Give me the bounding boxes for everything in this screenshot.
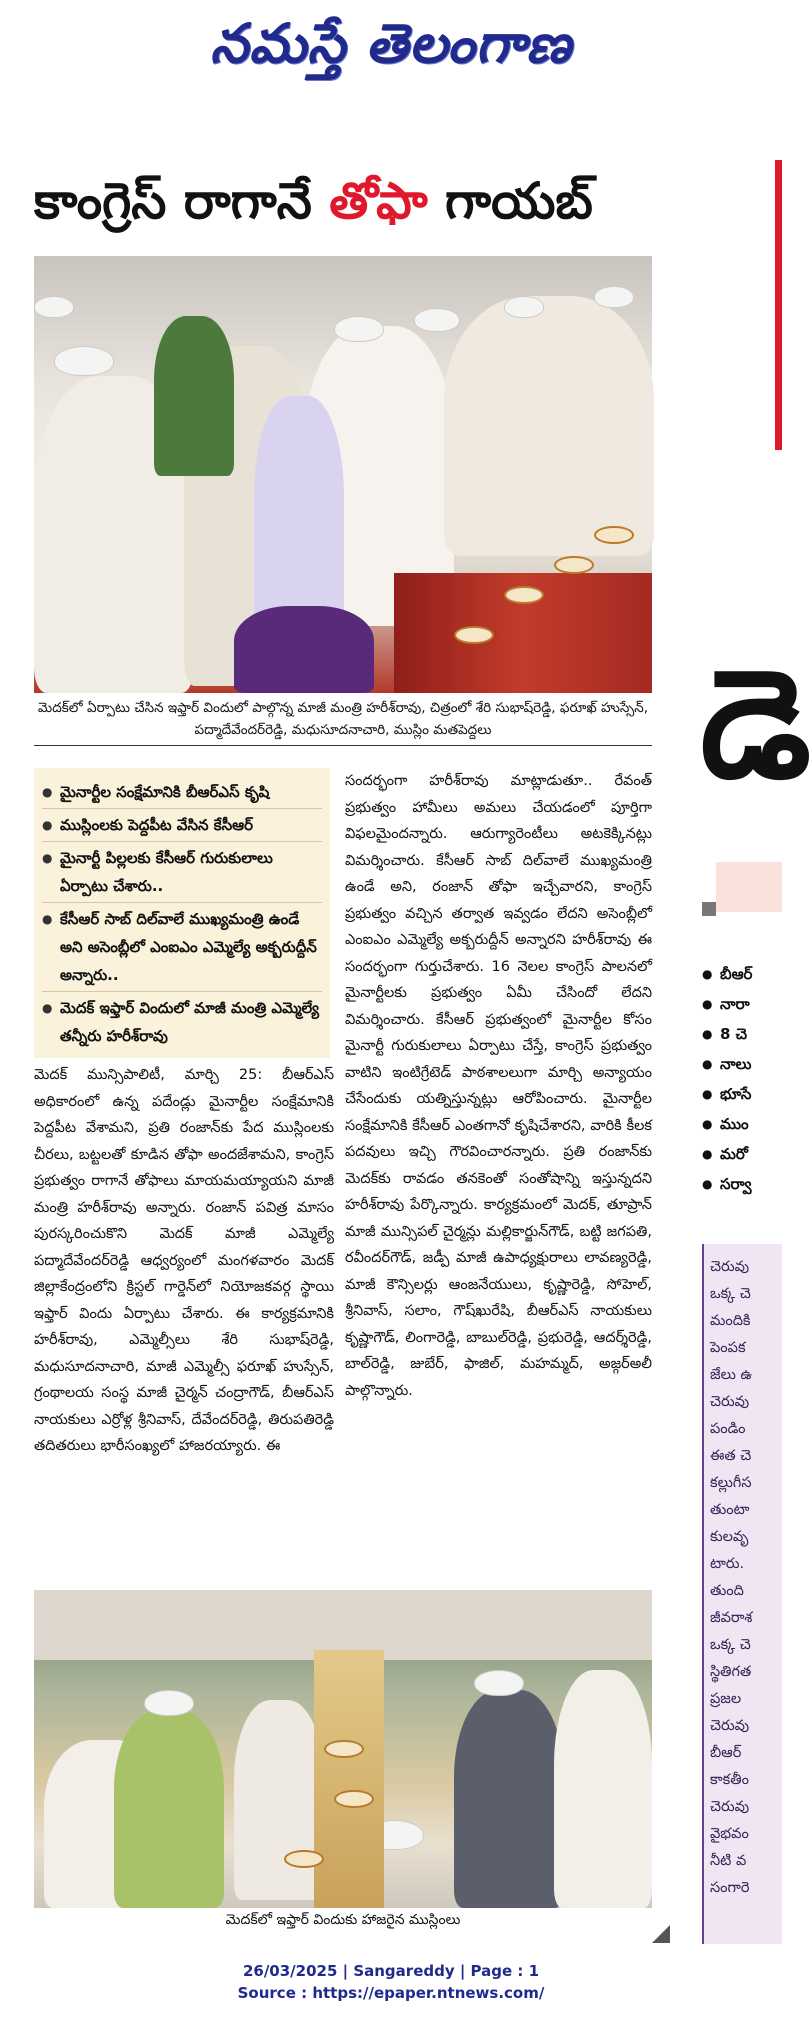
- neighbor-accent-bar: [775, 160, 782, 450]
- caption-divider: [34, 745, 652, 746]
- neighbor-line: ఒక్క చె: [710, 1637, 751, 1653]
- highlight-item: ● కేసీఆర్ సాబ్ దిల్‌వాలే ముఖ్యమంత్రి ఉండే అని అసెంబ్లీలో ఎంఐఎం ఎమ్మెల్యే అక్బరుద్దీన్ అన్నారు..: [42, 905, 322, 992]
- neighbor-subhead-box: [716, 862, 782, 912]
- neighbor-line: పెంపక: [710, 1340, 746, 1356]
- photo-caption: మెదక్‌లో ఏర్పాటు చేసిన ఇఫ్తార్ విందులో పాల్గొన్న మాజీ మంత్రి హరీశ్‌రావు, చిత్రంలో శేరి సుభాష్‌రెడ్డి, ఫరూఖ్ హుస్సేన్, పద్మాదేవేందర్‌రెడ్డి, మధుసూదనాచారి, ముస్లిం మతపెద్దలు: [37, 700, 649, 738]
- article-body-left: మెదక్ మున్సిపాలిటీ, మార్చి 25: బీఆర్‌ఎస్ అధికారంలో ఉన్న పదేండ్లు మైనార్టీల సంక్షేమానికి పెద్దపీట వేశామని, ప్రతి రంజాన్‌కు పేద ముస్లింలకు చీరలు, బట్టలతో కూడిన తోఫా అందజేశామని, కాంగ్రెస్ ప్రభుత్వం రాగానే తోఫాలు మాయమయ్యాయని మాజీ మంత్రి హరీశ్‌రావు అన్నారు. రంజాన్ పవిత్ర మాసం పురస్కరించుకొని మెదక్ మాజీ ఎమ్మెల్యే పద్మాదేవేందర్‌రెడ్డి ఆధ్వర్యంలో మంగళవారం మెదక్ జిల్లాకేంద్రంలోని క్రిస్టల్ గార్డెన్‌లో నియోజకవర్గ స్థాయి ఇఫ్తార్ విందు ఏర్పాటు చేశారు. ఈ కార్యక్రమానికి హరీశ్‌రావు, ఎమ్మెల్సీలు శేరి సుభాష్‌రెడ్డి, మధుసూదనాచారి, మాజీ ఎమ్మెల్సీ ఫరూఖ్ హుస్సేన్, గ్రంథాలయ సంస్థ మాజీ చైర్మన్ చంద్రాగౌడ్, బీఆర్‌ఎస్ నాయకులు ఎర్రోళ్ల శ్రీనివాస్, దేవేందర్‌రెడ్డి, తిరుపతిరెడ్డి తదితరులు భారీసంఖ్యలో హాజరయ్యారు. ఈ: [34, 1067, 334, 1454]
- neighbor-line: తుంది: [710, 1583, 744, 1599]
- neighbor-line: పండిం: [710, 1421, 746, 1437]
- neighbor-line: నీటి వ: [710, 1853, 747, 1869]
- highlight-item: ● ముస్లింలకు పెద్దపీట వేసిన కేసీఆర్: [42, 811, 322, 842]
- iftar-photo-main: [34, 256, 652, 693]
- neighbor-bullets: [702, 960, 782, 1200]
- highlight-item: ● మైనార్టీల సంక్షేమానికి బీఆర్‌ఎస్ కృషి: [42, 778, 322, 809]
- highlights-box: [34, 768, 330, 1058]
- neighbor-line: కులవృ: [710, 1529, 749, 1545]
- neighbor-line: సంగారె: [710, 1880, 750, 1896]
- source-link[interactable]: Source : https://epaper.ntnews.com/: [237, 1984, 545, 2002]
- neighbor-line: చెరువు: [710, 1718, 750, 1734]
- neighbor-line: చెరువు: [710, 1799, 750, 1815]
- neighbor-line: తుంటా: [710, 1502, 750, 1518]
- headline-end: గాయబ్: [427, 172, 593, 230]
- neighbor-bullet: ● మరో: [702, 1140, 782, 1170]
- headline-accent: తోఫా: [329, 172, 428, 230]
- neighbor-line: కల్లుగీస: [710, 1475, 752, 1491]
- neighbor-line: మందికి: [710, 1313, 751, 1329]
- neighbor-bullet: ● ముం: [702, 1110, 782, 1140]
- neighbor-column: [702, 1244, 782, 1944]
- highlight-item: ● మైనార్టీ పిల్లలకు కేసీఆర్ గురుకులాలు ఏర్పాటు చేశారు..: [42, 844, 322, 903]
- article-body-right: సందర్భంగా హరీశ్‌రావు మాట్లాడుతూ.. రేవంత్ ప్రభుత్వం హామీలు అమలు చేయడంలో పూర్తిగా విఫలమైందన్నారు. ఆరుగ్యారెంటీలు అటకెక్కినట్లు విమర్శించారు. కేసీఆర్ సాబ్ దిల్‌వాలే ముఖ్యమంత్రి ఉండే అని, రంజాన్ తోఫా ఇచ్చేవారని, కాంగ్రెస్ ప్రభుత్వం వచ్చిన తర్వాత ఇవ్వడం లేదని అసెంబ్లీలో ఎంఐఎం ఎమ్మెల్యే అక్బరుద్దీన్ అన్నారని హరీశ్‌రావు ఈ సందర్భంగా గుర్తుచేశారు. 16 నెలల కాంగ్రెస్ పాలనలో మైనార్టీలకు ప్రభుత్వం ఏమీ చేసిందో లేదని విమర్శించారు. కేసీఆర్ ప్రభుత్వంలో మైనార్టీల కోసం మైనార్టీ గురుకులాలు ఏర్పాటు చేస్తే, కాంగ్రెస్ ప్రభుత్వం వాటిని ఇంటిగ్రేటెడ్ పాఠశాలలుగా మార్చి అన్యాయం చేసేందుకు యత్నిస్తున్నట్లు ఆరోపించారు. మైనార్టీల సంక్షేమానికి కేసీఆర్ ఎంతగానో కృషిచేశారని, వారికి కీలక పదవులు ఇచ్చి గౌరవించారన్నారు. ప్రతి రంజాన్‌కు మెదక్‌కు రావడం తనకెంతో సంతోషాన్ని ఇస్తున్నదని హరీశ్‌రావు పేర్కొన్నారు. కార్యక్రమంలో మెదక్, తూప్రాన్ మాజీ మున్సిపల్ చైర్మన్లు మల్లికార్జున్‌గౌడ్, బట్టి జగపతి, రవీందర్‌గౌడ్, జడ్పీ మాజీ ఉపాధ్యక్షురాలు లావణ్యరెడ్డి, మాజీ కౌన్సిలర్లు ఆంజనేయులు, కృష్ణారెడ్డి, సోహెల్, శ్రీనివాస్, సలాం, గౌష్‌ఖురేషి, బీఆర్‌ఎస్ నాయకులు కృష్ణాగౌడ్, లింగారెడ్డి, బాబుల్‌రెడ్డి, ప్రభురెడ్డి, ఆదర్శ్‌రెడ్డి, బాల్‌రెడ్డి, జుబేర్, ఫాజిల్, మహమ్మద్, అజ్గర్‌అలీ పాల్గొన్నారు.: [345, 773, 652, 1399]
- iftar-photo-crowd: [34, 1590, 652, 1908]
- edition-info: 26/03/2025 | Sangareddy | Page : 1: [242, 1962, 540, 1980]
- neighbor-line: జేలు ఉ: [710, 1367, 753, 1383]
- neighbor-line: టారు.: [710, 1556, 745, 1572]
- neighbor-line: కాకతీం: [710, 1772, 749, 1788]
- neighbor-line: వైభవం: [710, 1826, 749, 1842]
- neighbor-bullet: ● బీఆర్: [702, 960, 782, 990]
- neighbor-line: బీఆర్: [710, 1745, 742, 1761]
- masthead: [0, 0, 782, 100]
- neighbor-bullet: ● 8 చె: [702, 1020, 782, 1050]
- neighbor-line: జీవరాశ: [710, 1610, 753, 1626]
- neighbor-bullet: ● సర్వా: [702, 1170, 782, 1200]
- neighbor-line: స్థితిగత: [710, 1664, 752, 1680]
- newspaper-logo: నమస్తే తెలంగాణ: [210, 11, 572, 75]
- neighbor-bullet: ● భూసే: [702, 1080, 782, 1110]
- neighbor-line: ఒక్క చె: [710, 1286, 751, 1302]
- page-footer: [0, 1960, 782, 2004]
- neighbor-headline-fragment: డె: [700, 638, 811, 812]
- neighbor-square-marker: [702, 902, 716, 916]
- highlight-item: ● మెదక్ ఇఫ్తార్ విందులో మాజీ మంత్రి ఎమ్మెల్యే తన్నీరు హరీశ్‌రావు: [42, 994, 322, 1052]
- neighbor-bullet: ● నాలు: [702, 1050, 782, 1080]
- neighbor-line: చెరువు: [710, 1259, 750, 1275]
- neighbor-line: ప్రజల: [710, 1691, 742, 1707]
- headline-main: కాంగ్రెస్ రాగానే: [34, 172, 330, 230]
- article-headline: [34, 172, 734, 243]
- photo-caption-2: మెదక్‌లో ఇఫ్తార్ విందుకు హాజరైన ముస్లింలు: [225, 1912, 461, 1928]
- neighbor-line: చెరువు: [710, 1394, 750, 1410]
- neighbor-line: ఈత చె: [710, 1448, 752, 1464]
- corner-marker: [652, 1925, 670, 1943]
- neighbor-bullet: ● నారా: [702, 990, 782, 1020]
